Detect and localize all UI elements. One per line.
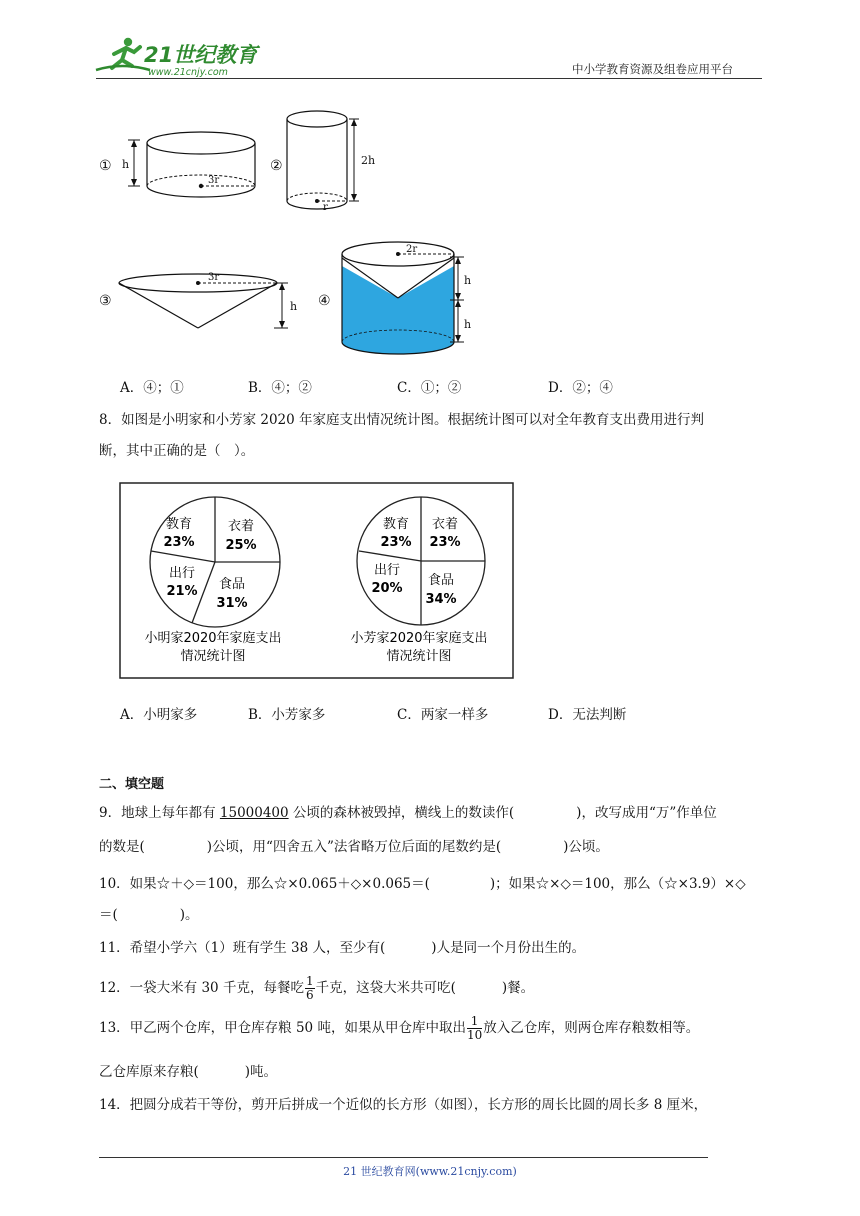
pie2-title-line2: 情况统计图 [386,649,452,664]
fig2-label: ② [270,158,283,174]
fig1-label: ① [99,158,112,174]
pie1-slice-label: 出行 [168,566,196,581]
fraction-numerator: 1 [467,1015,482,1029]
runner-icon [96,38,150,70]
header-platform-text: 中小学教育资源及组卷应用平台 [572,62,733,76]
footer-divider [99,1157,708,1158]
q11-line [99,938,585,958]
q8-option-b[interactable]: B．小芳家多 [248,707,326,723]
fig1-r-label: 3r [208,175,220,186]
pie2-slice-label: 出行 [373,563,401,578]
q7-option-d[interactable]: D．②；④ [548,380,613,396]
fig3-r-label: 3r [208,272,220,283]
q13-text: 放入乙仓库，则两仓库存粮数相等。 [483,1020,700,1036]
q12-line [99,973,534,1003]
pie-chart-xiaofang [350,497,487,664]
q8-stem-line2: 断，其中正确的是（ ）。 [99,443,255,459]
pie2-slice-label: 教育 [382,517,410,532]
fig4-r-label: 2r [406,244,418,255]
pie2-slice-label: 衣着 [431,517,459,532]
fig3-label: ③ [99,293,112,309]
q8-stem-line1: 8．如图是小明家和小芳家 2020 年家庭支出情况统计图。根据统计图可以对全年教育支出费用进行判 [99,412,705,428]
pie2-title-line1: 小芳家2020年家庭支出 [350,631,488,646]
q8-option-c[interactable]: C．两家一样多 [397,707,489,723]
q10-text: 10．如果☆＋◇＝100，那么☆×0.065＋◇×0.065＝( [99,876,430,892]
q12-text: 12．一袋大米有 30 千克，每餐吃 [99,980,304,996]
fig2-r-label: r [323,202,328,213]
q11-text: )人是同一个月份出生的。 [431,940,586,956]
logo-main-text: 21世纪教育 [144,43,258,67]
q10-line2 [99,905,199,925]
pie1-slice-label: 衣着 [227,519,255,534]
fig4-h2-label: h [464,318,472,331]
q13-fraction [467,1015,482,1042]
pie1-slice-value: 23% [163,535,195,550]
logo-url-text: www.21cnjy.com [148,67,228,78]
pie-chart-xiaoming [144,497,281,664]
q7-option-c[interactable]: C．①；② [397,380,462,396]
pie2-slice-value: 23% [380,535,412,550]
fig3-cone [114,268,314,334]
pie2-slice-value: 34% [425,592,457,607]
fig1-wide-cylinder [120,128,260,204]
header-divider [96,78,762,79]
q11-text: 11．希望小学六（1）班有学生 38 人，至少有( [99,940,386,956]
pie1-slice-value: 25% [225,538,257,553]
q14-line1: 14．把圆分成若干等份，剪开后拼成一个近似的长方形（如图），长方形的周长比圆的周长多 8 厘米， [99,1097,708,1113]
q13-text: 乙仓库原来存粮( [99,1064,199,1080]
q9-text: 的数是( [99,839,145,855]
fraction-denominator: 6 [305,988,314,1002]
pie1-title-line2: 情况统计图 [180,649,246,664]
pie2-slice-value: 20% [371,581,403,596]
q13-line1 [99,1013,699,1043]
pie2-slice-value: 23% [429,535,461,550]
pie1-slice-value: 31% [216,596,248,611]
fraction-numerator: 1 [305,974,314,988]
q9-line1 [99,803,717,823]
fig4-label: ④ [318,293,331,309]
fig4-h1-label: h [464,274,472,287]
q10-line1 [99,874,746,894]
q10-text: )。 [179,907,199,923]
fig1-h-label: h [122,158,130,171]
fig4-cylinder-with-cone [336,240,486,362]
fig2-h-label: 2h [361,154,376,167]
pie1-slice-value: 21% [166,584,198,599]
q12-text: )餐。 [501,980,535,996]
footer-text[interactable]: 21 世纪教育网(www.21cnjy.com) [343,1165,517,1178]
pie1-slice-label: 教育 [165,517,193,532]
q13-line2 [99,1062,277,1082]
fig3-h-label: h [290,300,298,313]
q10-text: )；如果☆×◇＝100，那么（☆×3.9）×◇ [489,876,746,892]
q12-text: 千克，这袋大米共可吃( [315,980,456,996]
q9-text: 公顷的森林被毁掉，横线上的数读作( [288,805,515,821]
pie1-title-line1: 小明家2020年家庭支出 [144,631,282,646]
q9-line2 [99,837,609,857]
q12-fraction [305,975,315,1002]
q13-text: 13．甲乙两个仓库，甲仓库存粮 50 吨，如果从甲仓库中取出 [99,1020,466,1036]
section-title: 二、填空题 [99,777,165,792]
fig2-tall-cylinder [283,106,383,216]
q9-text: )公顷。 [563,839,609,855]
q9-text: )公顷，用“四舍五入”法省略万位后面的尾数约是( [206,839,502,855]
q8-option-d[interactable]: D．无法判断 [548,707,627,723]
q8-option-a[interactable]: A．小明家多 [120,707,198,723]
q9-text: )，改写成用“万”作单位 [576,805,717,821]
q8-pie-charts [119,482,515,680]
pie2-slice-label: 食品 [427,573,455,588]
header-logo [92,34,262,80]
q7-option-b[interactable]: B．④；② [248,380,312,396]
fraction-denominator: 10 [466,1028,483,1042]
q9-text: 9．地球上每年都有 [99,805,220,821]
q10-text: ＝( [99,907,118,923]
pie1-slice-label: 食品 [218,577,246,592]
q13-text: )吨。 [244,1064,278,1080]
q9-number: 15000400 [219,805,289,821]
q7-option-a[interactable]: A．④；① [120,380,184,396]
